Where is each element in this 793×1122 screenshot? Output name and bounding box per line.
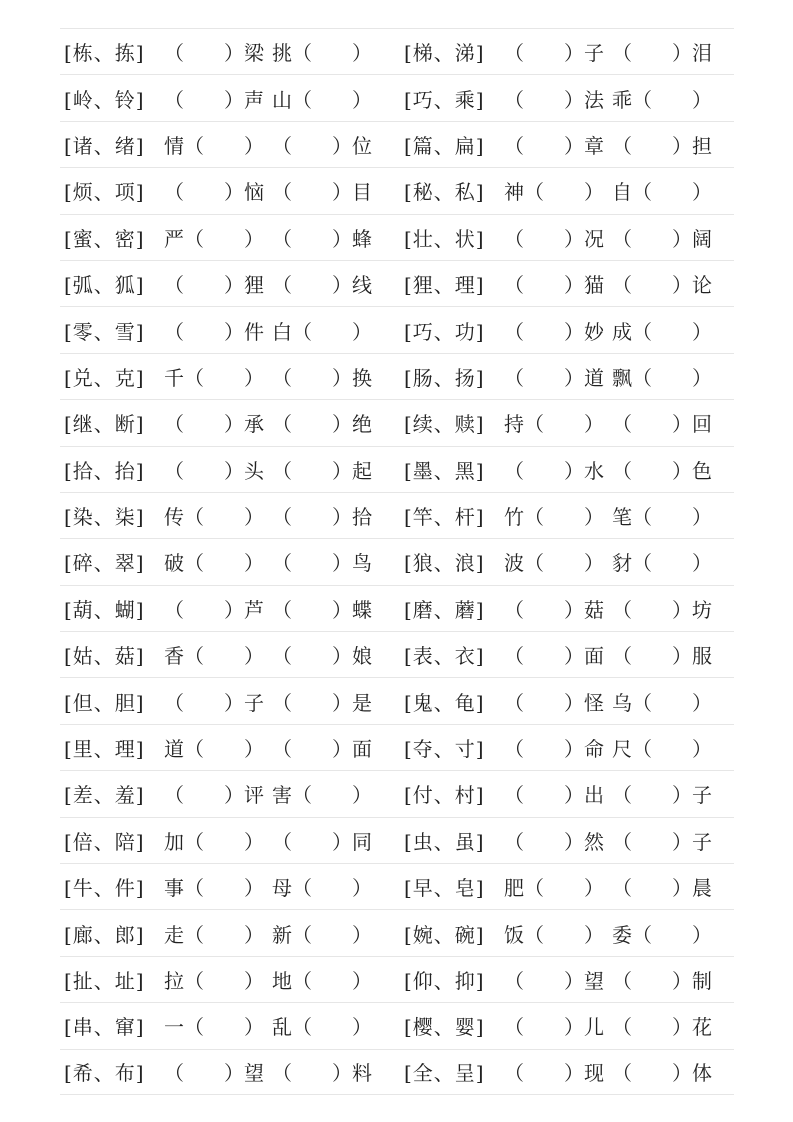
- phrase-blank-1: （ ）道: [504, 365, 604, 390]
- exercise-item-left: [60, 176, 394, 205]
- exercise-item-right: [394, 779, 734, 808]
- exercise-item-right: [394, 223, 734, 252]
- exercise-item-left: [60, 130, 394, 159]
- exercise-row: [60, 28, 734, 74]
- phrase-blank-1: 走（ ）: [164, 922, 264, 947]
- phrase-blank-2: （ ）鸟: [272, 551, 372, 576]
- exercise-item-left: [60, 501, 394, 530]
- phrase-blank-1: （ ）面: [504, 644, 604, 669]
- exercise-row: [60, 585, 734, 631]
- phrase-blank-2: （ ）起: [272, 458, 372, 483]
- character-pair: [夺、寸]: [404, 737, 485, 762]
- exercise-row: [60, 399, 734, 445]
- character-pair: [岭、铃]: [64, 87, 145, 112]
- exercise-item-right: [394, 1011, 734, 1040]
- phrase-blank-2: 白（ ）: [272, 319, 372, 344]
- phrase-blank-2: （ ）蝶: [272, 597, 372, 622]
- exercise-item-right: [394, 594, 734, 623]
- exercise-item-left: [60, 223, 394, 252]
- exercise-item-left: [60, 687, 394, 716]
- exercise-row: [60, 260, 734, 306]
- phrase-blank-2: 笔（ ）: [612, 505, 712, 530]
- character-pair: [秘、私]: [404, 180, 485, 205]
- exercise-row: [60, 492, 734, 538]
- character-pair: [巧、功]: [404, 319, 485, 344]
- character-pair: [差、羞]: [64, 783, 145, 808]
- character-pair: [墨、黑]: [404, 458, 485, 483]
- character-pair: [壮、状]: [404, 226, 485, 251]
- character-pair: [巧、乘]: [404, 87, 485, 112]
- character-pair: [烦、项]: [64, 180, 145, 205]
- exercise-item-right: [394, 37, 734, 66]
- phrase-blank-1: （ ）儿: [504, 1015, 604, 1040]
- phrase-blank-1: （ ）猫: [504, 273, 604, 298]
- phrase-blank-1: （ ）出: [504, 783, 604, 808]
- exercise-row: [60, 74, 734, 120]
- phrase-blank-2: 委（ ）: [612, 922, 712, 947]
- phrase-blank-1: 传（ ）: [164, 505, 264, 530]
- exercise-item-right: [394, 687, 734, 716]
- phrase-blank-1: 竹（ ）: [504, 505, 604, 530]
- phrase-blank-2: 乌（ ）: [612, 690, 712, 715]
- exercise-row: [60, 167, 734, 213]
- phrase-blank-2: 新（ ）: [272, 922, 372, 947]
- phrase-blank-2: 豺（ ）: [612, 551, 712, 576]
- character-pair: [续、赎]: [404, 412, 485, 437]
- character-pair: [碎、翠]: [64, 551, 145, 576]
- phrase-blank-1: （ ）评: [164, 783, 264, 808]
- phrase-blank-1: 饭（ ）: [504, 922, 604, 947]
- exercise-item-left: [60, 826, 394, 855]
- phrase-blank-1: 情（ ）: [164, 133, 264, 158]
- character-pair: [姑、菇]: [64, 644, 145, 669]
- phrase-blank-1: 事（ ）: [164, 876, 264, 901]
- phrase-blank-2: （ ）是: [272, 690, 372, 715]
- character-pair: [全、呈]: [404, 1061, 485, 1086]
- exercise-item-left: [60, 316, 394, 345]
- phrase-blank-1: 破（ ）: [164, 551, 264, 576]
- phrase-blank-1: 严（ ）: [164, 226, 264, 251]
- exercise-item-right: [394, 547, 734, 576]
- phrase-blank-1: （ ）子: [164, 690, 264, 715]
- phrase-blank-2: 乖（ ）: [612, 87, 712, 112]
- exercise-row: [60, 353, 734, 399]
- phrase-blank-1: （ ）章: [504, 133, 604, 158]
- phrase-blank-1: 持（ ）: [504, 412, 604, 437]
- exercise-item-right: [394, 733, 734, 762]
- character-pair: [婉、碗]: [404, 922, 485, 947]
- phrase-blank-1: （ ）子: [504, 41, 604, 66]
- phrase-blank-2: （ ）蜂: [272, 226, 372, 251]
- phrase-blank-1: （ ）望: [164, 1061, 264, 1086]
- exercise-row: [60, 1002, 734, 1048]
- character-pair: [磨、蘑]: [404, 597, 485, 622]
- phrase-blank-2: （ ）服: [612, 644, 712, 669]
- character-pair: [诸、绪]: [64, 133, 145, 158]
- exercise-item-left: [60, 640, 394, 669]
- phrase-blank-1: （ ）承: [164, 412, 264, 437]
- phrase-blank-1: （ ）法: [504, 87, 604, 112]
- phrase-blank-2: 地（ ）: [272, 969, 372, 993]
- phrase-blank-2: 母（ ）: [272, 876, 372, 901]
- exercise-row: [60, 677, 734, 723]
- phrase-blank-2: 飘（ ）: [612, 365, 712, 390]
- exercise-item-left: [60, 455, 394, 484]
- exercise-item-left: [60, 1011, 394, 1040]
- phrase-blank-2: （ ）位: [272, 133, 372, 158]
- phrase-blank-2: 乱（ ）: [272, 1015, 372, 1040]
- phrase-blank-1: 拉（ ）: [164, 969, 264, 993]
- exercise-item-right: [394, 316, 734, 345]
- exercise-row: [60, 631, 734, 677]
- exercise-item-left: [60, 779, 394, 808]
- exercise-item-left: [60, 872, 394, 901]
- exercise-row: [60, 446, 734, 492]
- exercise-row: [60, 724, 734, 770]
- character-pair: [弧、狐]: [64, 273, 145, 298]
- phrase-blank-2: （ ）目: [272, 180, 372, 205]
- exercise-item-right: [394, 919, 734, 948]
- character-pair: [表、衣]: [404, 644, 485, 669]
- phrase-blank-2: （ ）子: [612, 783, 712, 808]
- phrase-blank-1: （ ）况: [504, 226, 604, 251]
- phrase-blank-2: （ ）论: [612, 273, 712, 298]
- phrase-blank-2: （ ）拾: [272, 505, 372, 530]
- phrase-blank-2: （ ）子: [612, 829, 712, 854]
- character-pair: [梯、涕]: [404, 41, 485, 66]
- phrase-blank-1: （ ）望: [504, 969, 604, 993]
- character-pair: [鬼、龟]: [404, 690, 485, 715]
- phrase-blank-1: （ ）梁: [164, 41, 264, 66]
- character-pair: [但、胆]: [64, 690, 145, 715]
- character-pair: [虫、虽]: [404, 829, 485, 854]
- exercise-item-right: [394, 640, 734, 669]
- phrase-blank-1: （ ）声: [164, 87, 264, 112]
- exercise-item-right: [394, 362, 734, 391]
- exercise-item-left: [60, 919, 394, 948]
- phrase-blank-2: （ ）换: [272, 365, 372, 390]
- phrase-blank-1: （ ）件: [164, 319, 264, 344]
- character-pair: [狸、理]: [404, 273, 485, 298]
- character-pair: [倍、陪]: [64, 829, 145, 854]
- exercise-row: [60, 956, 734, 1002]
- exercise-item-left: [60, 965, 394, 994]
- phrase-blank-1: 千（ ）: [164, 365, 264, 390]
- phrase-blank-1: 一（ ）: [164, 1015, 264, 1040]
- character-pair: [继、断]: [64, 412, 145, 437]
- phrase-blank-2: （ ）线: [272, 273, 372, 298]
- exercise-item-left: [60, 547, 394, 576]
- phrase-blank-2: （ ）花: [612, 1015, 712, 1040]
- phrase-blank-2: （ ）回: [612, 412, 712, 437]
- exercise-row: [60, 306, 734, 352]
- phrase-blank-1: （ ）头: [164, 458, 264, 483]
- phrase-blank-1: （ ）妙: [504, 319, 604, 344]
- character-pair: [兑、克]: [64, 365, 145, 390]
- exercise-row: [60, 909, 734, 955]
- phrase-blank-2: （ ）料: [272, 1061, 372, 1086]
- phrase-blank-1: （ ）芦: [164, 597, 264, 622]
- phrase-blank-1: （ ）恼: [164, 180, 264, 205]
- phrase-blank-2: 害（ ）: [272, 783, 372, 808]
- character-pair: [付、村]: [404, 783, 485, 808]
- phrase-blank-2: （ ）泪: [612, 41, 712, 66]
- exercise-item-left: [60, 269, 394, 298]
- phrase-blank-2: 成（ ）: [612, 319, 712, 344]
- exercise-item-right: [394, 826, 734, 855]
- character-pair: [里、理]: [64, 737, 145, 762]
- character-pair: [串、窜]: [64, 1015, 145, 1040]
- phrase-blank-2: （ ）担: [612, 133, 712, 158]
- character-pair: [染、柒]: [64, 505, 145, 530]
- phrase-blank-2: 挑（ ）: [272, 41, 372, 66]
- phrase-blank-2: 自（ ）: [612, 180, 712, 205]
- exercise-item-right: [394, 501, 734, 530]
- exercise-item-right: [394, 872, 734, 901]
- exercise-item-left: [60, 408, 394, 437]
- exercise-row: [60, 538, 734, 584]
- phrase-blank-1: （ ）水: [504, 458, 604, 483]
- character-pair: [竿、杆]: [404, 505, 485, 530]
- exercise-row: [60, 770, 734, 816]
- exercise-row: [60, 817, 734, 863]
- exercise-item-right: [394, 408, 734, 437]
- exercise-item-left: [60, 1057, 394, 1086]
- phrase-blank-2: （ ）坊: [612, 597, 712, 622]
- phrase-blank-2: （ ）阔: [612, 226, 712, 251]
- character-pair: [零、雪]: [64, 319, 145, 344]
- phrase-blank-2: 尺（ ）: [612, 737, 712, 762]
- phrase-blank-2: 山（ ）: [272, 87, 372, 112]
- phrase-blank-2: （ ）晨: [612, 876, 712, 901]
- phrase-blank-1: 道（ ）: [164, 737, 264, 762]
- character-pair: [早、皂]: [404, 876, 485, 901]
- exercise-row: [60, 1049, 734, 1095]
- phrase-blank-1: 神（ ）: [504, 180, 604, 205]
- exercise-item-right: [394, 455, 734, 484]
- phrase-blank-2: （ ）面: [272, 737, 372, 762]
- phrase-blank-1: 波（ ）: [504, 551, 604, 576]
- character-pair: [肠、扬]: [404, 365, 485, 390]
- phrase-blank-1: 香（ ）: [164, 644, 264, 669]
- character-pair: [樱、婴]: [404, 1015, 485, 1040]
- character-pair: [廊、郎]: [64, 922, 145, 947]
- phrase-blank-1: 肥（ ）: [504, 876, 604, 901]
- exercise-item-left: [60, 594, 394, 623]
- exercise-row: [60, 214, 734, 260]
- phrase-blank-1: 加（ ）: [164, 829, 264, 854]
- exercise-item-left: [60, 362, 394, 391]
- exercise-item-right: [394, 176, 734, 205]
- phrase-blank-2: （ ）色: [612, 458, 712, 483]
- phrase-blank-2: （ ）同: [272, 829, 372, 854]
- worksheet: [60, 28, 734, 1095]
- phrase-blank-1: （ ）菇: [504, 597, 604, 622]
- phrase-blank-1: （ ）命: [504, 737, 604, 762]
- exercise-row: [60, 121, 734, 167]
- exercise-item-right: [394, 965, 734, 994]
- character-pair: [希、布]: [64, 1061, 145, 1086]
- phrase-blank-2: （ ）绝: [272, 412, 372, 437]
- character-pair: [蜜、密]: [64, 226, 145, 251]
- phrase-blank-2: （ ）体: [612, 1061, 712, 1086]
- character-pair: [葫、蝴]: [64, 597, 145, 622]
- phrase-blank-1: （ ）现: [504, 1061, 604, 1086]
- exercise-row: [60, 863, 734, 909]
- character-pair: [栋、拣]: [64, 41, 145, 66]
- character-pair: [仰、抑]: [404, 969, 485, 993]
- phrase-blank-1: （ ）然: [504, 829, 604, 854]
- exercise-item-right: [394, 269, 734, 298]
- exercise-item-right: [394, 1057, 734, 1086]
- phrase-blank-1: （ ）狸: [164, 273, 264, 298]
- character-pair: [牛、件]: [64, 876, 145, 901]
- exercise-item-left: [60, 84, 394, 113]
- phrase-blank-2: （ ）制: [612, 969, 712, 993]
- character-pair: [拾、抬]: [64, 458, 145, 483]
- character-pair: [篇、扁]: [404, 133, 485, 158]
- exercise-item-left: [60, 37, 394, 66]
- character-pair: [狼、浪]: [404, 551, 485, 576]
- character-pair: [扯、址]: [64, 969, 145, 993]
- phrase-blank-1: （ ）怪: [504, 690, 604, 715]
- phrase-blank-2: （ ）娘: [272, 644, 372, 669]
- exercise-item-right: [394, 84, 734, 113]
- exercise-item-left: [60, 733, 394, 762]
- exercise-item-right: [394, 130, 734, 159]
